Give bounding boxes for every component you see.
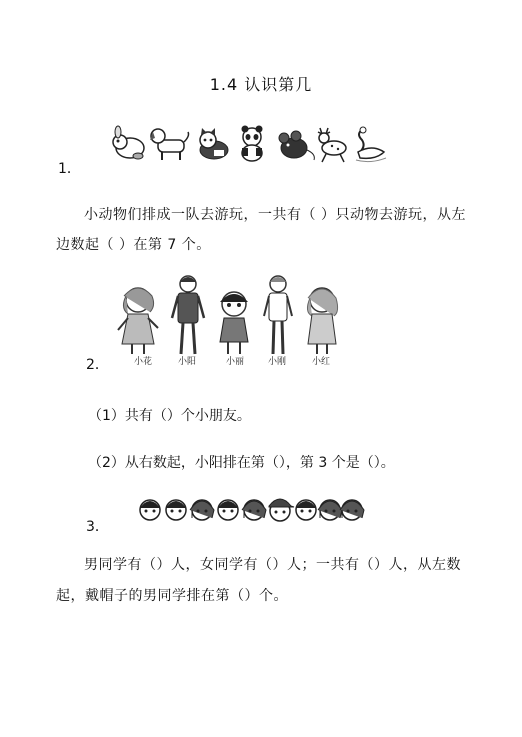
q2-sub2: （2）从右数起，小阳排在第（），第 3 个是（）。 [88,455,395,471]
classmate-head-5 [242,500,266,520]
deer-icon [318,128,346,162]
child-name-4: 小刚 [268,357,287,367]
q1-text-line2: 边数起（ ）在第 7 个。 [56,237,211,253]
dog-icon [150,129,189,160]
classmate-head-1 [140,500,160,520]
q1-text-line1: 小动物们排成一队去游玩，一共有（ ）只动物去游玩，从左 [84,207,466,223]
classmate-head-4 [218,500,238,520]
page-title: 1.4 认识第几 [209,75,313,94]
child-figure-5 [307,288,337,354]
rabbit-icon [113,126,144,159]
child-figure-1 [118,288,158,354]
children-illustration [112,272,352,368]
child-figure-4 [264,276,292,354]
classmate-head-7 [296,500,316,520]
q2-number: 2． [86,357,109,373]
child-name-1: 小花 [134,357,153,367]
q3-text-line2: 起，戴帽子的男同学排在第（）个。 [56,588,288,604]
animals-illustration [108,124,390,164]
classmate-head-6-with-cap [269,499,294,521]
classmate-head-3 [190,500,214,520]
classmates-illustration [138,494,364,524]
classmate-head-2 [166,500,186,520]
q2-sub1: （1）共有（）个小朋友。 [88,408,251,424]
child-figure-3 [220,292,248,354]
q1-number: 1． [58,161,81,177]
child-name-5: 小红 [312,357,331,367]
child-name-3: 小丽 [226,357,245,367]
q3-text-line1: 男同学有（）人，女同学有（）人；一共有（）人，从左数 [84,557,461,573]
classmate-head-8 [318,500,342,520]
classmate-head-9 [340,500,364,520]
swan-icon [356,127,386,162]
q3-number: 3． [86,519,109,535]
panda-icon [242,126,263,162]
mouse-icon [279,131,314,160]
child-name-2: 小阳 [178,357,197,367]
cat-icon [200,128,228,159]
child-figure-2 [172,276,204,354]
